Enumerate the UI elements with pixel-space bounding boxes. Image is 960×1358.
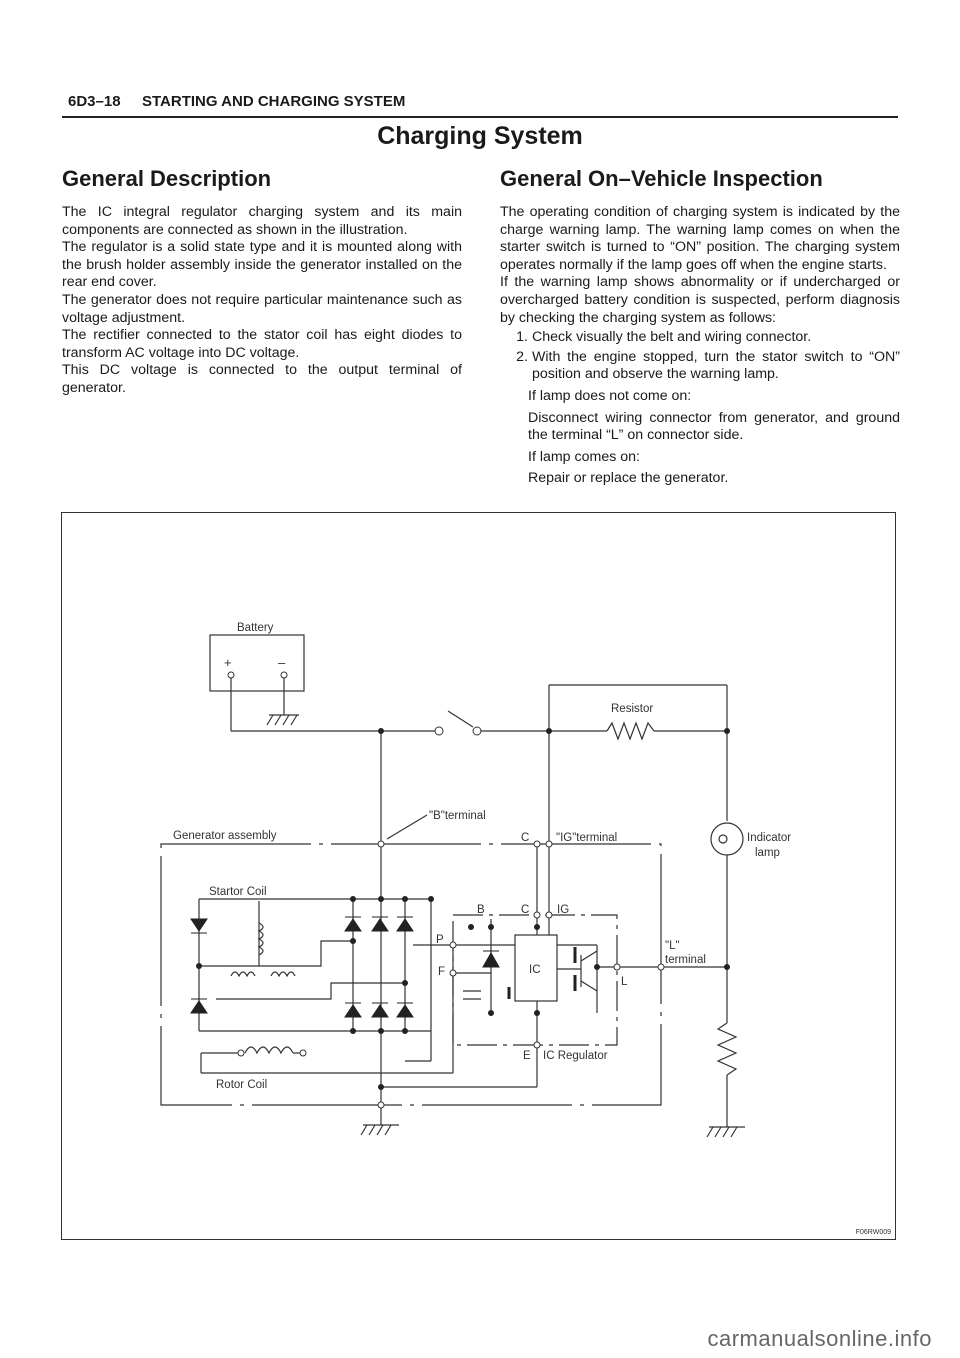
general-description-heading: General Description	[62, 166, 272, 191]
inspection-steps	[500, 329, 900, 384]
f-pin-label: F	[438, 966, 446, 978]
circuit-schematic	[62, 513, 894, 1238]
description-paragraph: The regulator is a solid state type and it is mounted along with the brush holder assembly inside the generator installed on the rear end cover.	[62, 239, 462, 291]
page-title: Charging System	[377, 122, 583, 150]
description-paragraph: The generator does not require particular maintenance such as voltage adjustment.	[62, 291, 462, 326]
battery-plus-label: +	[224, 655, 232, 670]
lamp-label: lamp	[755, 847, 780, 859]
battery-label: Battery	[237, 622, 274, 634]
l-terminal-label-line1: "L"	[665, 940, 680, 952]
ic-regulator-label: IC Regulator	[543, 1050, 608, 1062]
watermark: carmanualsonline.info	[707, 1326, 932, 1351]
resistor-label: Resistor	[611, 703, 654, 715]
inspection-column	[500, 166, 900, 488]
p-pin-label: P	[436, 934, 444, 946]
step-sub-note: If lamp comes on:	[528, 448, 640, 465]
inspection-heading: General On–Vehicle Inspection	[500, 166, 823, 191]
general-description-column	[62, 166, 462, 398]
battery-minus-label: –	[278, 655, 286, 670]
ic-chip-label: IC	[529, 964, 541, 976]
step-text: Check visually the belt and wiring connector.	[532, 329, 812, 346]
step-sub-note: Repair or replace the generator.	[528, 470, 729, 487]
step-number: 1.	[516, 329, 528, 346]
step-sub-note: Disconnect wiring connector from generator, and ground the terminal “L” on connector side.	[528, 409, 900, 444]
c-label: C	[521, 832, 530, 844]
e-pin-label: E	[523, 1050, 531, 1062]
charging-circuit-diagram	[61, 512, 896, 1240]
step-sub-note: If lamp does not come on:	[528, 387, 692, 404]
b-terminal-label: "B"terminal	[429, 810, 486, 822]
step-item	[500, 329, 900, 347]
step-text: With the engine stopped, turn the stator switch to “ON” position and observe the warning lamp.	[532, 348, 900, 383]
stator-coil-label: Startor Coil	[209, 886, 267, 898]
step-number: 2.	[516, 348, 528, 365]
inspection-paragraph: If the warning lamp shows abnormality or if undercharged or overcharged battery condition is suspected, perform diagnosis by checking the charging system as follows:	[500, 274, 900, 326]
inspection-paragraph: The operating condition of charging system is indicated by the charge warning lamp. The warning lamp comes on when the starter switch is turned to “ON” position. The charging system operates normally if the lamp goes off when the engine starts.	[500, 204, 900, 273]
b-pin-label: B	[477, 904, 485, 916]
description-paragraph: The IC integral regulator charging system and its main components are connected as shown in the illustration.	[62, 204, 462, 238]
indicator-label: Indicator	[747, 832, 792, 844]
generator-assembly-label: Generator assembly	[173, 830, 277, 842]
page-number: 6D3–18	[68, 93, 121, 110]
figure-code: F06RW009	[855, 1229, 891, 1236]
l-pin-label: L	[621, 976, 628, 988]
ig-pin-label: IG	[557, 904, 570, 916]
description-paragraph: The rectifier connected to the stator coil has eight diodes to transform AC voltage into DC voltage.	[62, 327, 462, 361]
step-item	[500, 349, 900, 384]
description-paragraph: This DC voltage is connected to the output terminal of generator.	[62, 362, 462, 396]
c-pin-label: C	[521, 904, 530, 916]
l-terminal-label-line2: terminal	[665, 954, 706, 966]
rotor-coil-label: Rotor Coil	[216, 1079, 268, 1091]
section-title: STARTING AND CHARGING SYSTEM	[142, 93, 406, 110]
ig-terminal-label: "IG"terminal	[556, 832, 618, 844]
page-header	[62, 90, 898, 118]
